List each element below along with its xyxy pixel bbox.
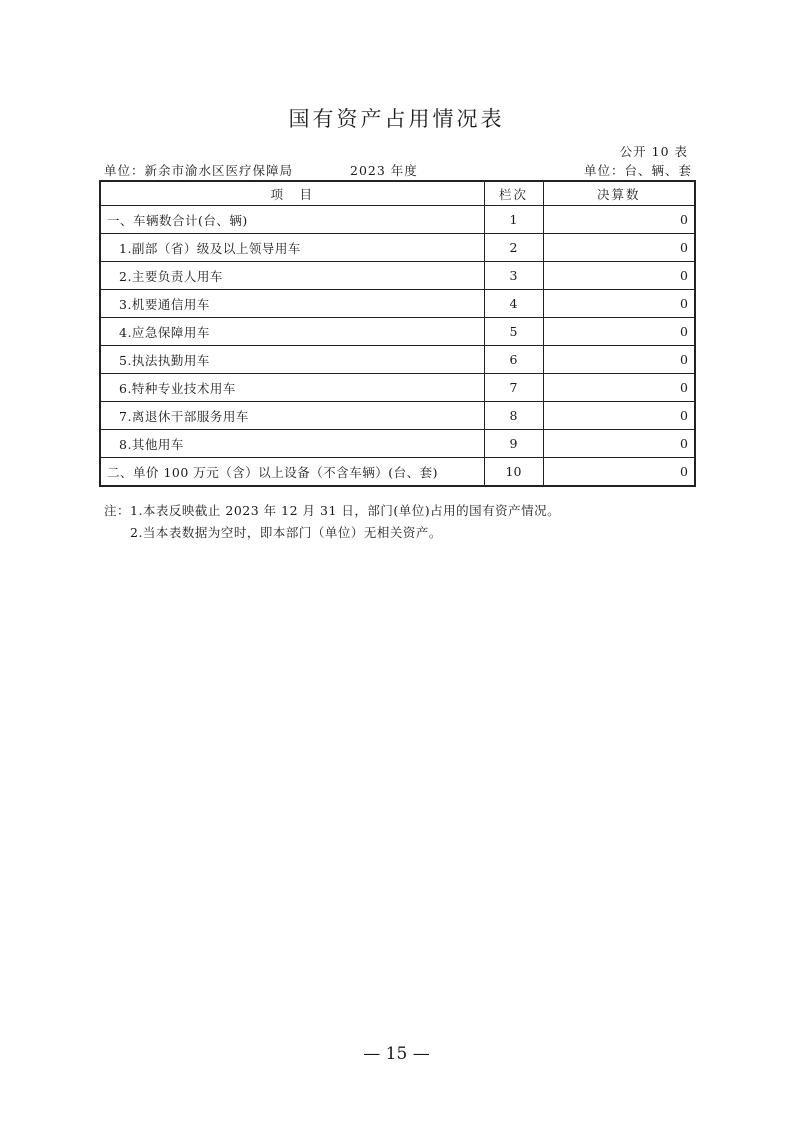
meta-row [104, 161, 692, 179]
row-amount: 0 [543, 290, 695, 318]
row-item: 7.离退休干部服务用车 [100, 402, 484, 430]
row-amount: 0 [543, 346, 695, 374]
header-col: 栏次 [484, 181, 543, 206]
table-row [100, 290, 695, 318]
table-row [100, 206, 695, 234]
table-header-row [100, 181, 695, 206]
row-item: 5.执法执勤用车 [100, 346, 484, 374]
row-col: 9 [484, 430, 543, 458]
row-item: 6.特种专业技术用车 [100, 374, 484, 402]
row-amount: 0 [543, 234, 695, 262]
table-notes [104, 500, 560, 544]
row-amount: 0 [543, 374, 695, 402]
row-item: 二、单价 100 万元（含）以上设备（不含车辆）(台、套) [100, 458, 484, 487]
table-row [100, 262, 695, 290]
header-amount: 决算数 [543, 181, 695, 206]
row-col: 10 [484, 458, 543, 487]
row-col: 1 [484, 206, 543, 234]
reporting-unit: 单位：新余市渝水区医疗保障局 [104, 163, 294, 178]
row-col: 8 [484, 402, 543, 430]
row-col: 7 [484, 374, 543, 402]
row-item: 4.应急保障用车 [100, 318, 484, 346]
table-row [100, 458, 695, 487]
row-item: 1.副部（省）级及以上领导用车 [100, 234, 484, 262]
asset-table [99, 180, 696, 487]
table-row [100, 430, 695, 458]
row-col: 4 [484, 290, 543, 318]
table-row [100, 374, 695, 402]
row-item: 3.机要通信用车 [100, 290, 484, 318]
page-title: 国有资产占用情况表 [288, 107, 505, 131]
row-amount: 0 [543, 402, 695, 430]
form-number: 公开 10 表 [619, 144, 688, 159]
row-amount: 0 [543, 458, 695, 487]
row-item: 8.其他用车 [100, 430, 484, 458]
row-item: 2.主要负责人用车 [100, 262, 484, 290]
row-amount: 0 [543, 430, 695, 458]
row-col: 6 [484, 346, 543, 374]
table-row [100, 402, 695, 430]
fiscal-year: 2023 年度 [350, 163, 418, 178]
row-amount: 0 [543, 262, 695, 290]
measure-unit: 单位：台、辆、套 [583, 163, 692, 178]
header-item: 项 目 [100, 181, 484, 206]
row-col: 3 [484, 262, 543, 290]
row-col: 2 [484, 234, 543, 262]
table-row [100, 318, 695, 346]
page-number: — 15 — [363, 1044, 430, 1064]
note-line-2: 2.当本表数据为空时，即本部门（单位）无相关资产。 [130, 525, 442, 540]
row-col: 5 [484, 318, 543, 346]
row-amount: 0 [543, 318, 695, 346]
table-row [100, 346, 695, 374]
row-amount: 0 [543, 206, 695, 234]
row-item: 一、车辆数合计(台、辆) [100, 206, 484, 234]
table-row [100, 234, 695, 262]
note-line-1: 注：1.本表反映截止 2023 年 12 月 31 日，部门(单位)占用的国有资产情况。 [104, 503, 561, 518]
